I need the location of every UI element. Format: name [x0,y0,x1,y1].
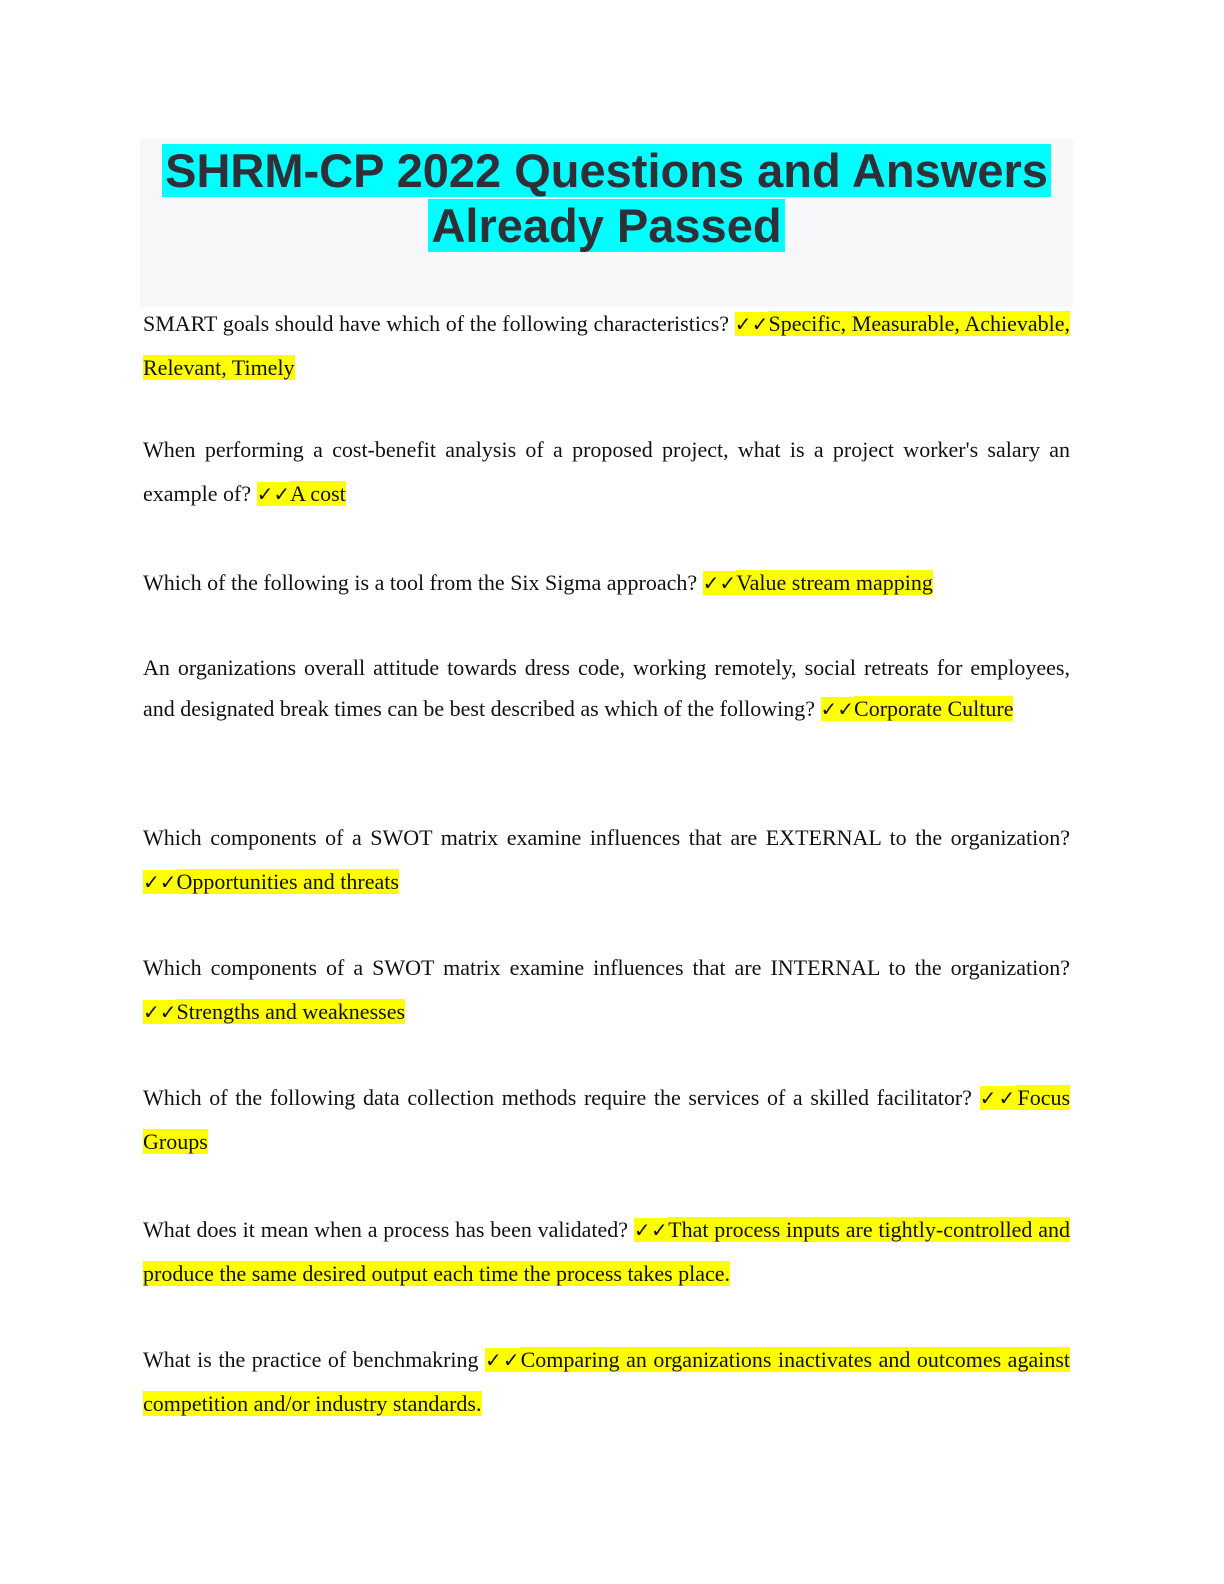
answer-text: Corporate Culture [854,696,1014,721]
qa-item-8 [143,1208,1070,1296]
question-text: Which of the following data collection methods require the services of a skilled facilitator? [143,1085,980,1110]
qa-item-7 [143,1076,1070,1164]
answer-text: That process inputs are tightly-controlled and produce the same desired output each time the process takes place. [143,1217,1071,1286]
check-mark-icon: ✓✓ [143,1000,177,1024]
qa-item-9 [143,1338,1070,1426]
question-text: When performing a cost-benefit analysis of a proposed project, what is a project worker's salary an example of? [143,437,1070,506]
answer-text: Focus Groups [143,1085,1071,1154]
answer-text: Value stream mapping [736,570,933,595]
qa-item-6 [143,946,1070,1034]
qa-item-4 [143,647,1070,730]
check-mark-icon: ✓✓ [485,1348,521,1372]
check-mark-icon: ✓✓ [256,482,291,506]
title-block [140,139,1073,307]
qa-item-1 [143,302,1070,390]
question-text: What is the practice of benchmakring [143,1347,486,1372]
check-mark-icon: ✓✓ [633,1218,669,1242]
answer-text: Comparing an organizations inactivates and outcomes against competition and/or industry standards. [143,1347,1071,1416]
qa-item-2 [143,428,1070,516]
question-text: Which of the following is a tool from the Six Sigma approach? [143,570,703,595]
question-text: What does it mean when a process has been validated? [143,1217,634,1242]
qa-item-3 [143,561,1070,605]
question-text: An organizations overall attitude towards dress code, working remotely, social retreats for employees, and designated break times can be best described as which of the following? [143,655,1070,721]
check-mark-icon: ✓✓ [979,1086,1018,1110]
check-mark-icon: ✓✓ [702,571,737,595]
title-line-2: Already Passed [428,199,784,252]
question-text: Which components of a SWOT matrix examine influences that are INTERNAL to the organization? [143,955,1070,980]
qa-item-5 [143,816,1070,904]
answer-text: Strengths and weaknesses [176,999,406,1024]
answer-text: Opportunities and threats [176,869,399,894]
question-text: Which components of a SWOT matrix examine influences that are EXTERNAL to the organization? [143,825,1070,850]
document-title [140,139,1073,253]
question-text: SMART goals should have which of the following characteristics? [143,311,735,336]
answer-text: Specific, Measurable, Achievable, Relevant, Timely [143,311,1070,380]
check-mark-icon: ✓✓ [820,697,855,721]
answer-text: A cost [290,481,346,506]
check-mark-icon: ✓✓ [734,312,769,336]
check-mark-icon: ✓✓ [143,870,177,894]
title-line-1: SHRM-CP 2022 Questions and Answers [162,144,1051,197]
